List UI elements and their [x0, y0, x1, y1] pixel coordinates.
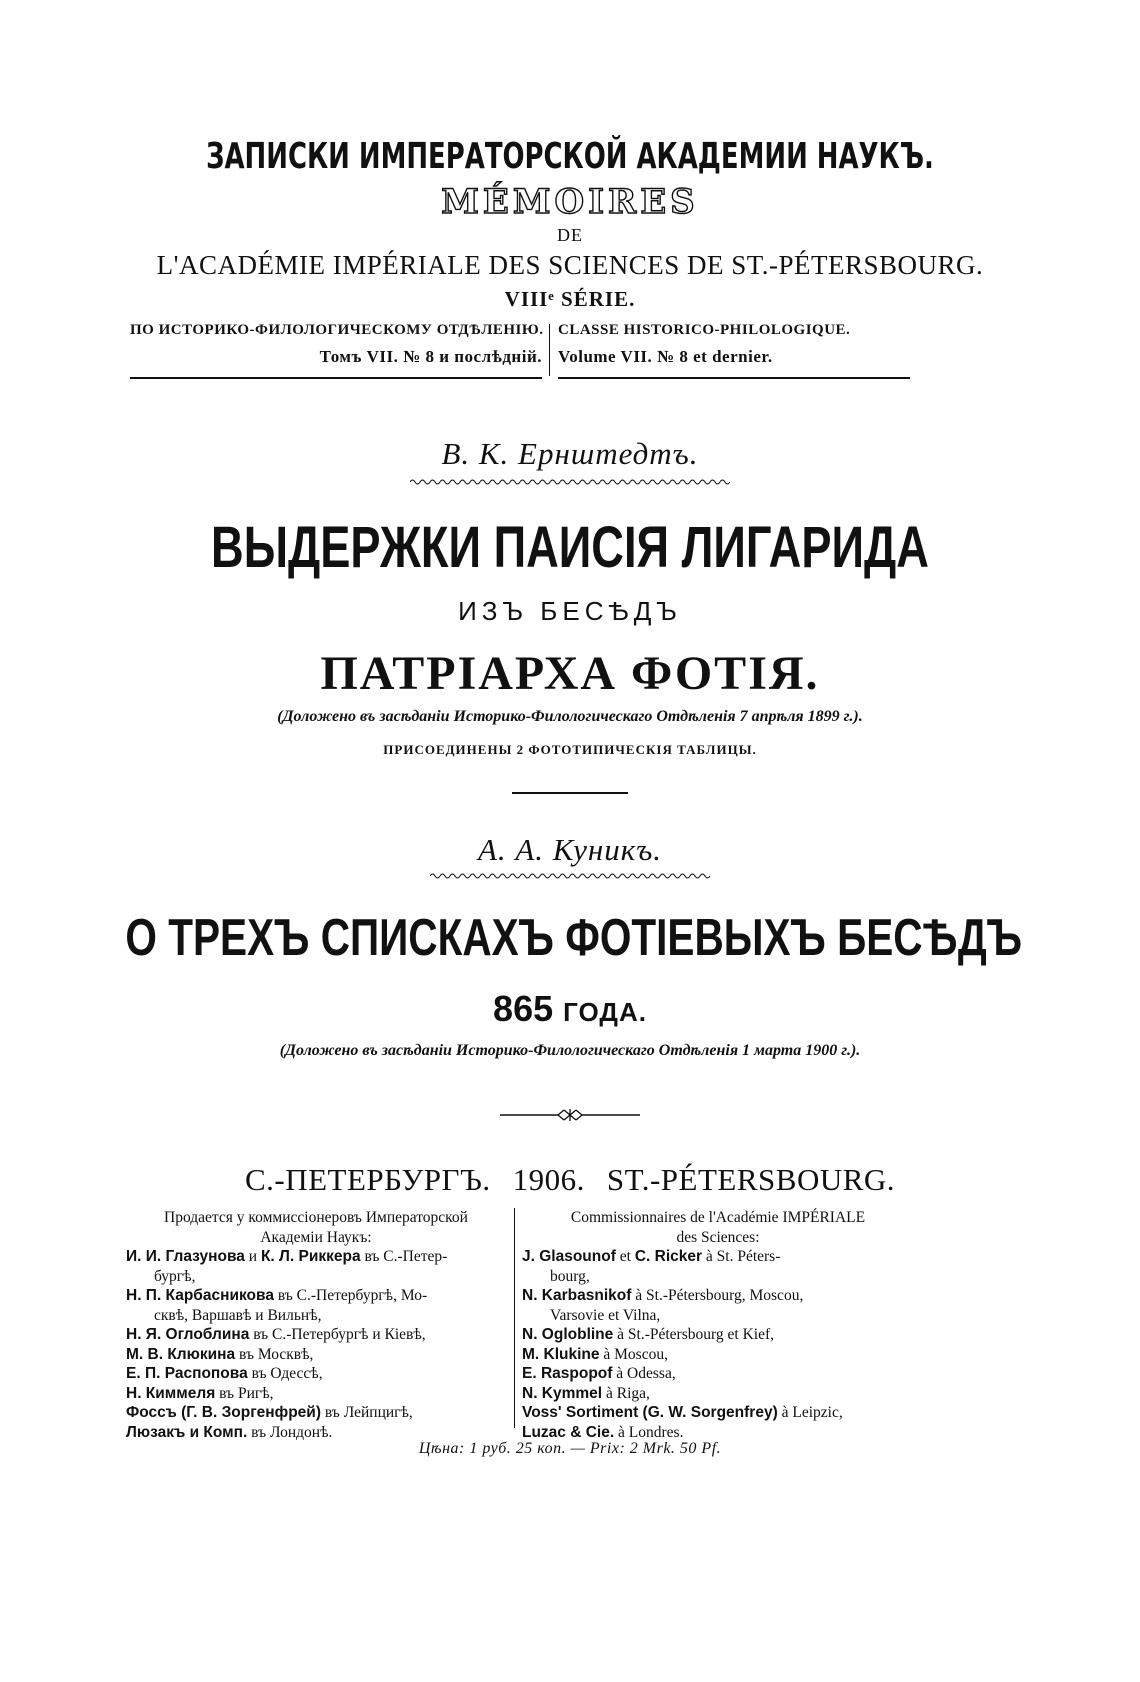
seller-name: E. Raspopof	[522, 1365, 613, 1382]
seller-name: Люзакъ и Комп.	[126, 1423, 248, 1441]
wavy-rule-1	[0, 478, 1140, 486]
seller-line	[522, 1325, 914, 1345]
seller-line	[126, 1403, 506, 1423]
seller-text: à St.-Pétersbourg et Kief,	[613, 1326, 774, 1343]
department-block	[130, 322, 910, 378]
seller-name: Luzac & Cie.	[522, 1423, 615, 1441]
imprint-line	[0, 1162, 1140, 1198]
seller-text: въ Лейпцигѣ,	[321, 1404, 413, 1421]
journal-title-ru: ЗАПИСКИ ИМПЕРАТОРСКОЙ АКАДЕМИИ НАУКЪ.	[206, 136, 934, 177]
work1-title: ВЫДЕРЖКИ ПАИСІЯ ЛИГАРИДА	[211, 515, 929, 580]
seller-line	[522, 1247, 914, 1267]
seller-text: à Moscou,	[599, 1345, 668, 1363]
seller-name: Фоссъ (Г. В. Зоргенфрей)	[126, 1404, 321, 1421]
seller-text: въ С.-Петербургѣ и Кіевѣ,	[249, 1326, 426, 1343]
sellers-divider	[514, 1208, 515, 1428]
seller-name: N. Kymmel	[522, 1384, 603, 1402]
seller-text: et	[615, 1248, 635, 1265]
seller-text: à Riga,	[602, 1384, 650, 1402]
department-divider	[549, 324, 550, 376]
work2-year-word: ГОДА.	[563, 997, 647, 1027]
work2-year-number: 865	[493, 988, 554, 1029]
seller-name: Е. П. Распопова	[126, 1365, 248, 1382]
department-left	[130, 322, 542, 367]
seller-text: въ Лондонѣ.	[247, 1423, 333, 1441]
seller-name: М. В. Клюкина	[126, 1345, 236, 1363]
work1-note: (Доложено въ засѣданіи Историко-Филологическаго Отдѣленія 7 апрѣля 1899 г.).	[277, 708, 863, 725]
department-class-fr: CLASSE HISTORICO-PHILOLOGIQUE.	[558, 322, 851, 338]
seller-name: И. И. Глазунова	[126, 1248, 245, 1265]
seller-name: Н. Я. Оглоблина	[126, 1326, 250, 1343]
seller-text: à St. Péters-	[702, 1248, 781, 1265]
seller-text: въ Москвѣ,	[235, 1345, 314, 1363]
seller-name: Н. П. Карбасникова	[126, 1287, 274, 1304]
sellers-header-fr-2: des Sciences:	[676, 1228, 760, 1246]
seller-name: J. Glasounof	[522, 1248, 616, 1265]
seller-name: Н. Киммеля	[126, 1384, 216, 1402]
seller-line	[126, 1286, 506, 1306]
sellers-ru	[126, 1208, 506, 1442]
seller-line: Varsovie et Vilna,	[550, 1306, 661, 1324]
seller-text: въ С.-Петер-	[360, 1248, 448, 1265]
imprint-year: 1906.	[512, 1162, 585, 1197]
author-ernstedt: В. К. Ернштедтъ.	[441, 436, 699, 471]
work1-attachment: ПРИСОЕДИНЕНЫ 2 ФОТОТИПИЧЕСКІЯ ТАБЛИЦЫ.	[383, 742, 757, 757]
seller-line	[522, 1364, 914, 1384]
seller-line	[126, 1345, 506, 1365]
department-right	[558, 322, 910, 367]
seller-line	[126, 1364, 506, 1384]
seller-name: К. Л. Риккера	[260, 1248, 361, 1265]
seller-name: M. Klukine	[522, 1345, 600, 1363]
sellers-header-ru: Продается у коммиссіонеровъ Императорской	[164, 1209, 468, 1226]
seller-line	[522, 1384, 914, 1404]
work1-subject: ПАТРІАРХА ФОТІЯ.	[320, 647, 820, 700]
department-class-ru: ПО ИСТОРИКО-ФИЛОЛОГИЧЕСКОМУ ОТДѢЛЕНІЮ.	[130, 322, 544, 338]
work2-note: (Доложено въ засѣданіи Историко-Филологическаго Отдѣленія 1 марта 1900 г.).	[279, 1042, 861, 1059]
seller-line: сквѣ, Варшавѣ и Вильнѣ,	[154, 1306, 322, 1324]
seller-name: C. Ricker	[634, 1248, 703, 1265]
seller-text: и	[244, 1248, 261, 1265]
sellers-fr	[522, 1208, 914, 1442]
seller-name: N. Oglobline	[522, 1326, 614, 1343]
ornament-divider	[0, 1108, 1140, 1122]
seller-line	[126, 1384, 506, 1404]
work2-title: О ТРЕХЪ СПИСКАХЪ ФОТІЕВЫХЪ БЕСѢДЪ	[125, 909, 1022, 967]
seller-name: N. Karbasnikof	[522, 1287, 632, 1304]
seller-line	[126, 1247, 506, 1267]
volume-ru: Томъ VII. № 8 и послѣдній.	[319, 347, 542, 366]
seller-line: бургѣ,	[154, 1267, 196, 1285]
imprint-city-ru: С.-ПЕТЕРБУРГЪ.	[244, 1162, 491, 1197]
seller-text: въ Одессѣ,	[247, 1365, 323, 1382]
seller-name: Voss' Sortiment (G. W. Sorgenfrey)	[522, 1404, 778, 1421]
memoires-heading: MÉMOIRES	[441, 182, 699, 222]
seller-line	[522, 1403, 914, 1423]
de-line: DE	[557, 225, 583, 245]
section-divider	[512, 792, 628, 794]
rule-right	[558, 377, 910, 379]
seller-line	[522, 1286, 914, 1306]
seller-text: въ С.-Петербургѣ, Мо-	[273, 1287, 428, 1304]
seller-line: bourg,	[550, 1267, 590, 1285]
imprint-city-fr: ST.-PÉTERSBOURG.	[606, 1162, 896, 1197]
series-label: VIIIᵉ SÉRIE.	[504, 287, 636, 311]
seller-text: à Londres.	[614, 1423, 684, 1441]
sellers-block	[126, 1208, 914, 1441]
wavy-rule-2	[0, 872, 1140, 880]
volume-fr: Volume VII. № 8 et dernier.	[558, 347, 773, 366]
work1-subtitle: ИЗЪ БЕСѢДЪ	[458, 596, 682, 626]
seller-text: à Odessa,	[612, 1365, 676, 1382]
author-kunik: А. А. Куникъ.	[477, 832, 663, 867]
seller-text: въ Ригѣ,	[215, 1384, 274, 1402]
seller-text: à Leipzic,	[777, 1404, 843, 1421]
price-line: Цѣна: 1 руб. 25 коп. — Prix: 2 Mrk. 50 Pf.	[418, 1440, 722, 1457]
seller-line	[522, 1345, 914, 1365]
academie-title-fr: L'ACADÉMIE IMPÉRIALE DES SCIENCES DE ST.-PÉTERSBOURG.	[156, 250, 984, 280]
sellers-header-ru-2: Академіи Наукъ:	[260, 1228, 372, 1246]
rule-left	[130, 377, 542, 379]
seller-line	[126, 1325, 506, 1345]
work2-year-line	[0, 988, 1140, 1030]
seller-text: à St.-Pétersbourg, Moscou,	[631, 1287, 804, 1304]
sellers-header-fr: Commissionnaires de l'Académie IMPÉRIALE	[570, 1209, 866, 1226]
